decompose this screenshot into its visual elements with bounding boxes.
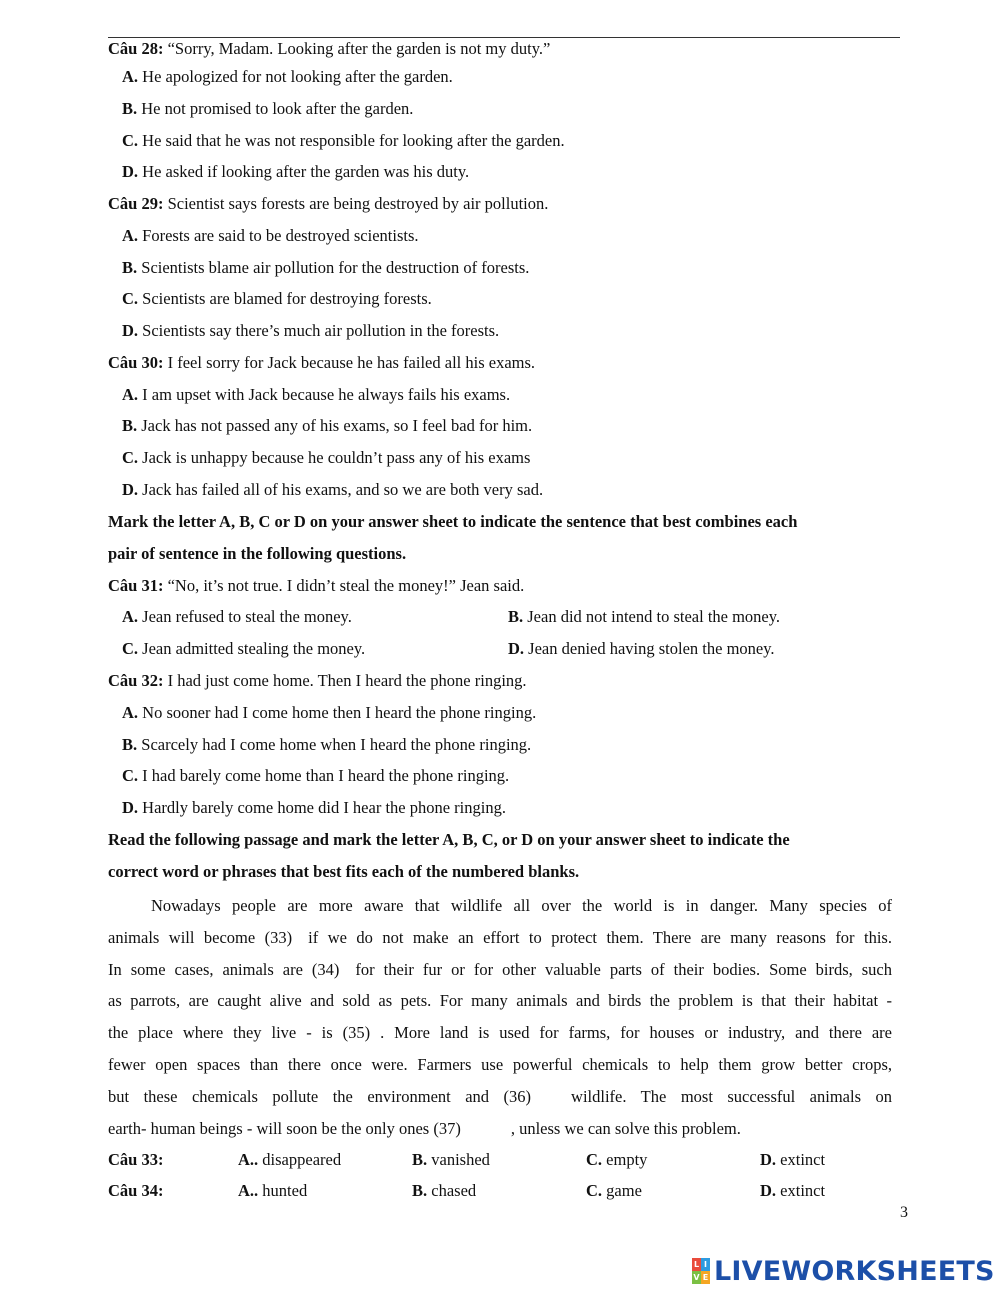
instruction-combine-line-2: pair of sentence in the following questions. (108, 544, 407, 563)
option-letter: A.. (238, 1150, 259, 1169)
instruction-passage-line-1: Read the following passage and mark the letter A, B, C, or D on your answer sheet to indicate the (108, 830, 790, 849)
option-text: extinct (776, 1181, 826, 1200)
option-text: Jack has not passed any of his exams, so I feel bad for him. (137, 416, 533, 435)
option-letter: C. (122, 289, 139, 308)
option-text: Hardly barely come home did I hear the phone ringing. (138, 798, 506, 817)
option-letter: A. (122, 226, 139, 245)
option-34-b[interactable] (412, 1181, 476, 1201)
option-letter: B. (122, 416, 138, 435)
option-30-b[interactable] (122, 416, 532, 436)
option-text: Jean did not intend to steal the money. (523, 607, 781, 626)
question-label: Câu 32: (108, 671, 164, 690)
option-29-d[interactable] (122, 321, 499, 341)
option-34-a[interactable] (238, 1181, 307, 1201)
option-31-d[interactable] (508, 639, 775, 659)
option-letter: C. (122, 766, 139, 785)
option-letter: C. (586, 1181, 603, 1200)
option-text: chased (427, 1181, 477, 1200)
option-text: He said that he was not responsible for looking after the garden. (138, 131, 565, 150)
option-letter: A. (122, 385, 139, 404)
option-28-b[interactable] (122, 99, 413, 119)
option-letter: D. (508, 639, 525, 658)
option-text: Jack is unhappy because he couldn’t pass any of his exams (138, 448, 531, 467)
option-text: Scientists say there’s much air pollution in the forests. (138, 321, 500, 340)
instruction-passage-line-2: correct word or phrases that best fits each of the numbered blanks. (108, 862, 580, 881)
option-letter: A. (122, 703, 139, 722)
option-33-a[interactable] (238, 1150, 341, 1170)
option-text: disappeared (258, 1150, 342, 1169)
option-text: He asked if looking after the garden was his duty. (138, 162, 470, 181)
option-29-b[interactable] (122, 258, 529, 278)
option-letter: C. (122, 448, 139, 467)
option-30-d[interactable] (122, 480, 543, 500)
question-label: Câu 31: (108, 576, 164, 595)
instruction-combine-line-1: Mark the letter A, B, C or D on your answer sheet to indicate the sentence that best combines each (108, 512, 798, 531)
option-letter: D. (760, 1150, 777, 1169)
option-letter: B. (412, 1150, 428, 1169)
option-31-b[interactable] (508, 607, 780, 627)
option-31-a[interactable] (122, 607, 352, 627)
passage-line: as parrots, are caught alive and sold as pets. For many animals and birds the problem is that their habitat - (108, 991, 892, 1011)
question-29 (108, 194, 548, 214)
question-text: Scientist says forests are being destroyed by air pollution. (163, 194, 549, 213)
passage-text: animals will become (33) (108, 927, 293, 947)
passage-line: the place where they live - is (35) . More land is used for farms, for houses or industry, and there are (108, 1023, 892, 1043)
reading-passage (108, 890, 892, 1144)
option-letter: A. (122, 607, 139, 626)
option-text: Scientists are blamed for destroying forests. (138, 289, 432, 308)
option-29-c[interactable] (122, 289, 432, 309)
option-text: Jean refused to steal the money. (138, 607, 352, 626)
option-30-c[interactable] (122, 448, 530, 468)
question-30 (108, 353, 535, 373)
option-32-a[interactable] (122, 703, 536, 723)
passage-text: wildlife. The most successful animals on (571, 1086, 892, 1106)
option-text: Forests are said to be destroyed scientists. (138, 226, 419, 245)
logo-tile: V (693, 1273, 700, 1282)
option-text: He apologized for not looking after the garden. (138, 67, 453, 86)
option-text: vanished (427, 1150, 490, 1169)
question-33-label: Câu 33: (108, 1150, 164, 1169)
logo-tile: L (693, 1260, 700, 1269)
option-letter: D. (122, 480, 139, 499)
passage-line: fewer open spaces than there once were. Farmers use powerful chemicals to help them grow better crops, (108, 1054, 892, 1074)
option-text: Jack has failed all of his exams, and so we are both very sad. (138, 480, 544, 499)
passage-text: earth- human beings - will soon be the only ones (37) (108, 1118, 461, 1138)
passage-text: In some cases, animals are (34) (108, 959, 340, 979)
option-text: empty (602, 1150, 648, 1169)
option-text: Scientists blame air pollution for the destruction of forests. (137, 258, 530, 277)
question-label: Câu 30: (108, 353, 164, 372)
option-text: Scarcely had I come home when I heard the phone ringing. (137, 735, 532, 754)
option-30-a[interactable] (122, 385, 510, 405)
option-34-d[interactable] (760, 1181, 825, 1201)
option-letter: C. (122, 131, 139, 150)
option-33-c[interactable] (586, 1150, 647, 1170)
option-text: extinct (776, 1150, 826, 1169)
option-text: hunted (258, 1181, 308, 1200)
logo-text: LIVEWORKSHEETS (714, 1255, 995, 1287)
option-32-d[interactable] (122, 798, 506, 818)
passage-line (108, 954, 892, 986)
page-number: 3 (900, 1204, 908, 1221)
option-33-d[interactable] (760, 1150, 825, 1170)
question-text: “Sorry, Madam. Looking after the garden is not my duty.” (163, 39, 551, 58)
question-32 (108, 671, 527, 691)
option-letter: D. (122, 798, 139, 817)
question-31 (108, 576, 524, 596)
option-letter: B. (508, 607, 524, 626)
passage-line (108, 1081, 892, 1113)
option-letter: B. (122, 258, 138, 277)
passage-line: Nowadays people are more aware that wildlife all over the world is in danger. Many species of (151, 896, 892, 915)
passage-line (108, 1113, 892, 1145)
option-letter: C. (586, 1150, 603, 1169)
question-label: Câu 28: (108, 39, 164, 58)
option-letter: A. (122, 67, 139, 86)
option-letter: B. (122, 735, 138, 754)
option-letter: B. (122, 99, 138, 118)
option-text: I am upset with Jack because he always fails his exams. (138, 385, 511, 404)
question-28 (108, 39, 550, 59)
option-28-d[interactable] (122, 162, 469, 182)
option-28-c[interactable] (122, 131, 565, 151)
option-text: game (602, 1181, 642, 1200)
option-33-b[interactable] (412, 1150, 490, 1170)
question-text: I feel sorry for Jack because he has failed all his exams. (163, 353, 536, 372)
question-text: I had just come home. Then I heard the phone ringing. (163, 671, 527, 690)
option-letter: A.. (238, 1181, 259, 1200)
logo-tile: I (701, 1258, 710, 1271)
option-letter: D. (122, 162, 139, 181)
option-32-b[interactable] (122, 735, 531, 755)
option-text: Jean admitted stealing the money. (138, 639, 366, 658)
passage-text: but these chemicals pollute the environment and (36) (108, 1086, 532, 1106)
option-31-c[interactable] (122, 639, 365, 659)
question-text: “No, it’s not true. I didn’t steal the money!” Jean said. (163, 576, 525, 595)
option-32-c[interactable] (122, 766, 509, 786)
option-28-a[interactable] (122, 67, 453, 87)
question-34-label: Câu 34: (108, 1181, 164, 1200)
header-rule (108, 37, 900, 38)
option-text: He not promised to look after the garden. (137, 99, 414, 118)
option-text: I had barely come home than I heard the phone ringing. (138, 766, 510, 785)
option-letter: B. (412, 1181, 428, 1200)
option-34-c[interactable] (586, 1181, 642, 1201)
question-label: Câu 29: (108, 194, 164, 213)
passage-line (108, 922, 892, 954)
liveworksheets-logo (692, 1256, 995, 1286)
option-text: No sooner had I come home then I heard the phone ringing. (138, 703, 537, 722)
option-text: Jean denied having stolen the money. (524, 639, 775, 658)
passage-text: if we do not make an effort to protect them. There are many reasons for this. (308, 927, 892, 947)
option-29-a[interactable] (122, 226, 419, 246)
logo-tiles-icon (692, 1258, 710, 1284)
passage-text: for their fur or for other valuable parts of their bodies. Some birds, such (355, 959, 893, 979)
option-letter: D. (760, 1181, 777, 1200)
option-letter: C. (122, 639, 139, 658)
option-letter: D. (122, 321, 139, 340)
logo-tile: E (702, 1273, 709, 1282)
passage-text: , unless we can solve this problem. (510, 1118, 741, 1138)
